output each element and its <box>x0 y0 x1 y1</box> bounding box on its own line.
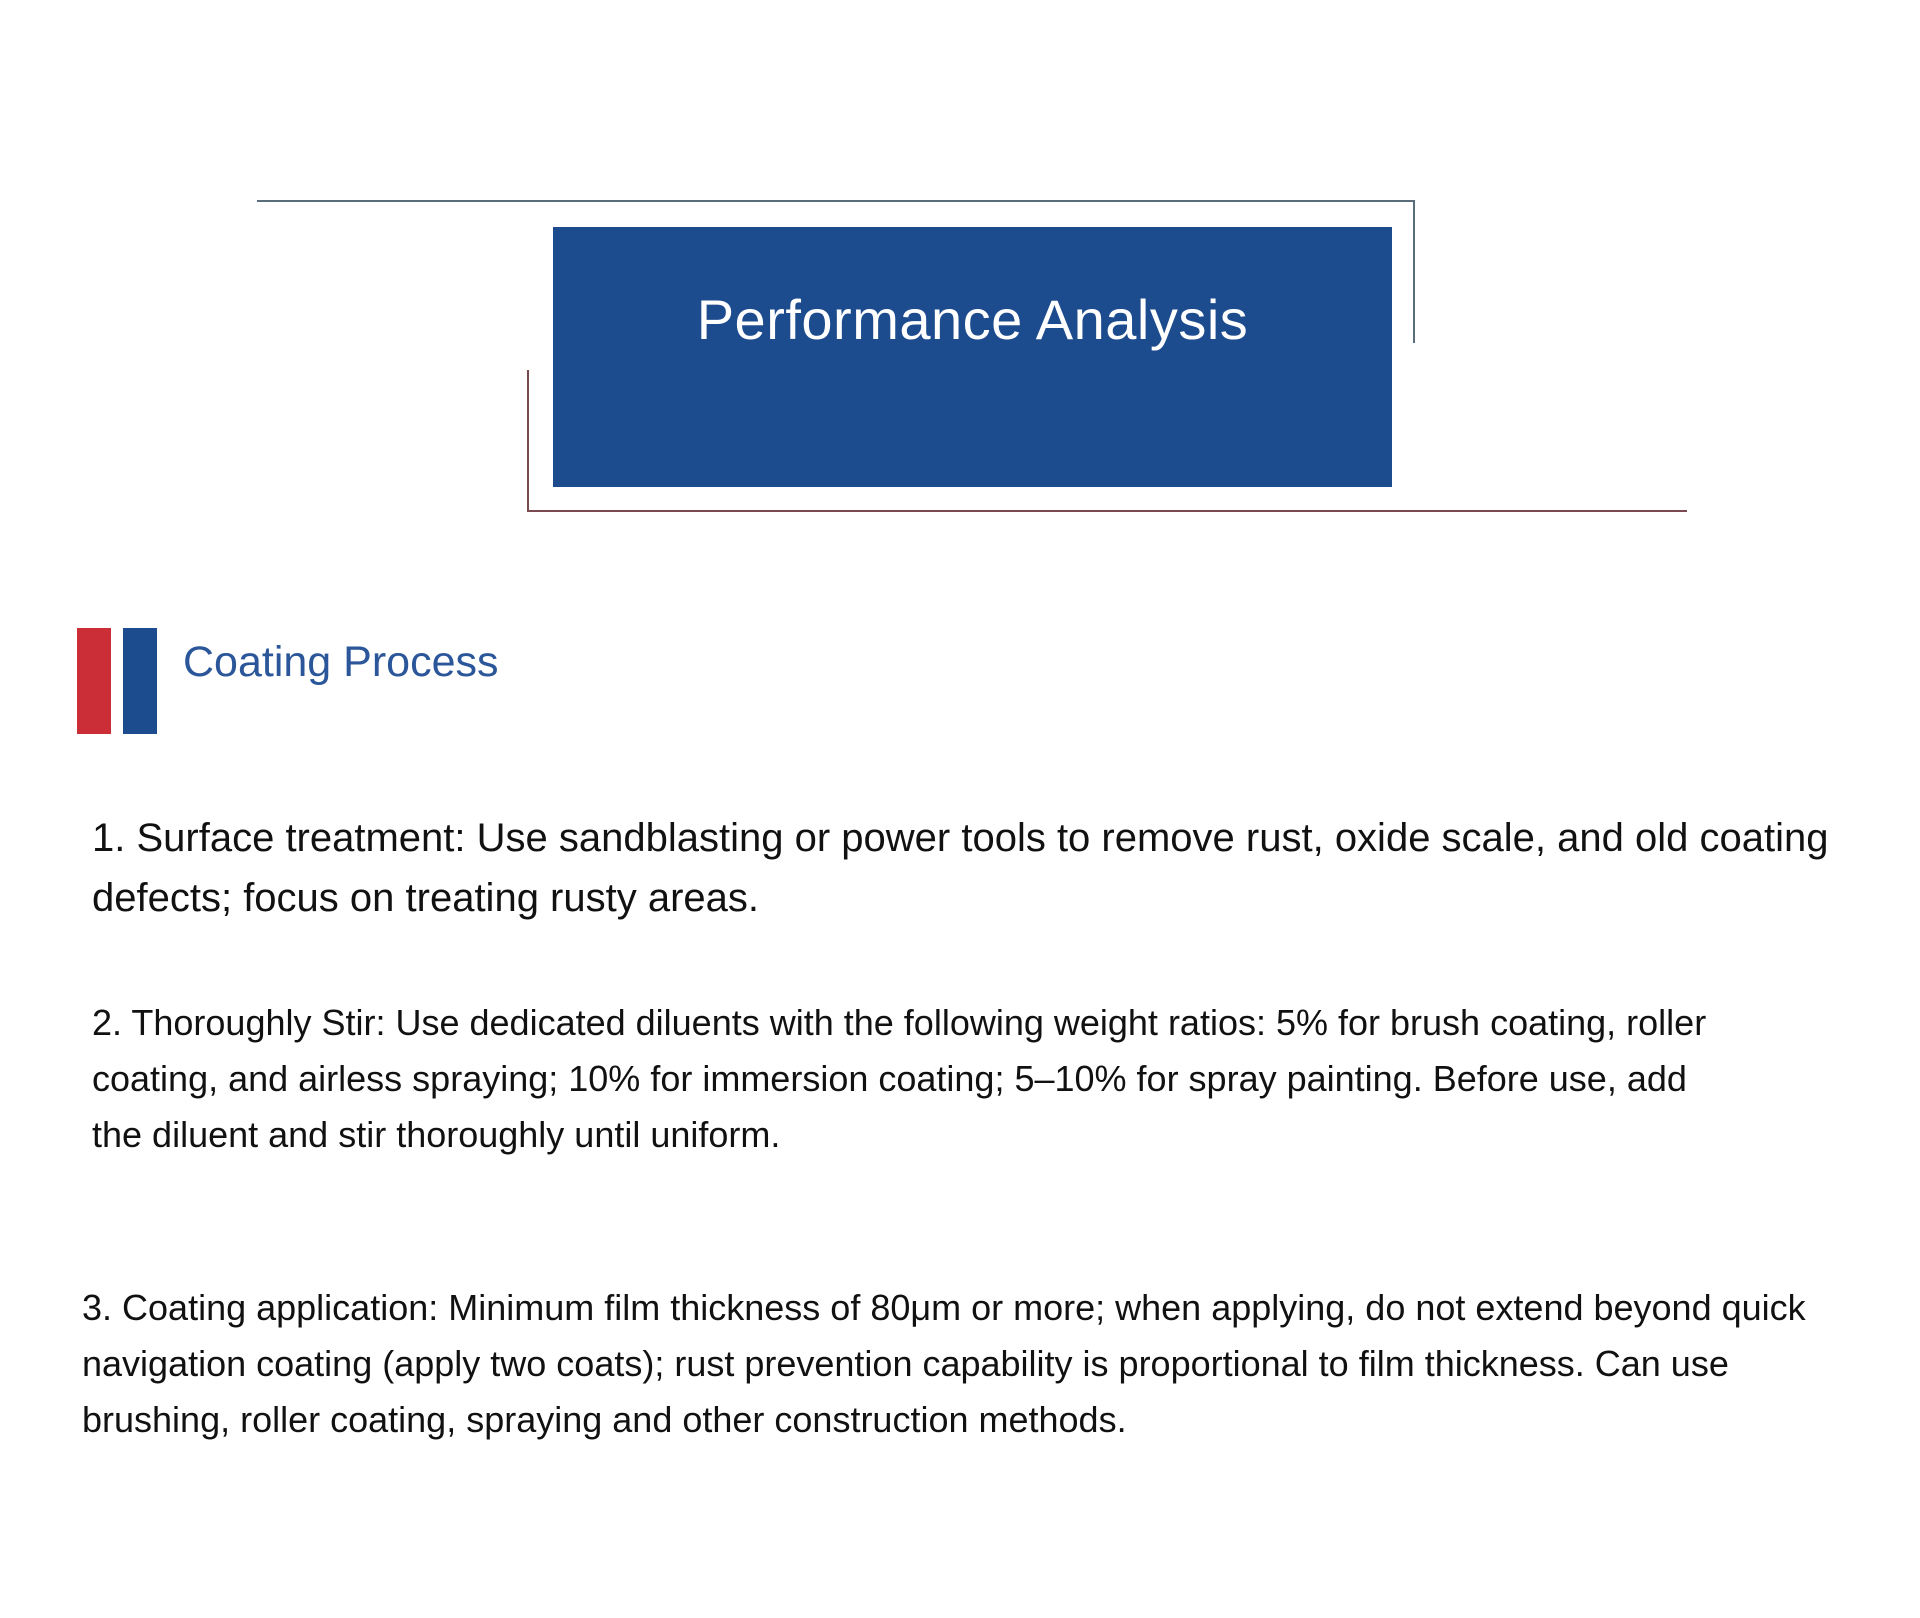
frame-line-top <box>257 200 1415 202</box>
frame-line-bottom <box>527 510 1687 512</box>
title-banner <box>553 227 1392 487</box>
frame-line-bottom-left <box>527 370 529 512</box>
step-coating-application: 3. Coating application: Minimum film thickness of 80μm or more; when applying, do not extend beyond quick navigation coating (apply two coats); rust prevention capability is proportional to film thickness. Can use brushing, roller coating, spraying and other construction methods. <box>82 1287 1806 1440</box>
blue-accent-bar <box>123 628 157 734</box>
step-surface-treatment: 1. Surface treatment: Use sandblasting or power tools to remove rust, oxide scale, and old coating defects; focus on treating rusty areas. <box>92 816 1829 920</box>
step-thoroughly-stir: 2. Thoroughly Stir: Use dedicated diluents with the following weight ratios: 5% for brush coating, roller coating, and airless spraying; 10% for immersion coating; 5–10% for spray painting. Before use, add the diluent and stir thoroughly until uniform. <box>92 1002 1707 1155</box>
red-accent-bar <box>77 628 111 734</box>
page-title: Performance Analysis <box>696 288 1249 351</box>
section-title: Coating Process <box>183 638 499 686</box>
frame-line-top-right <box>1413 200 1415 343</box>
